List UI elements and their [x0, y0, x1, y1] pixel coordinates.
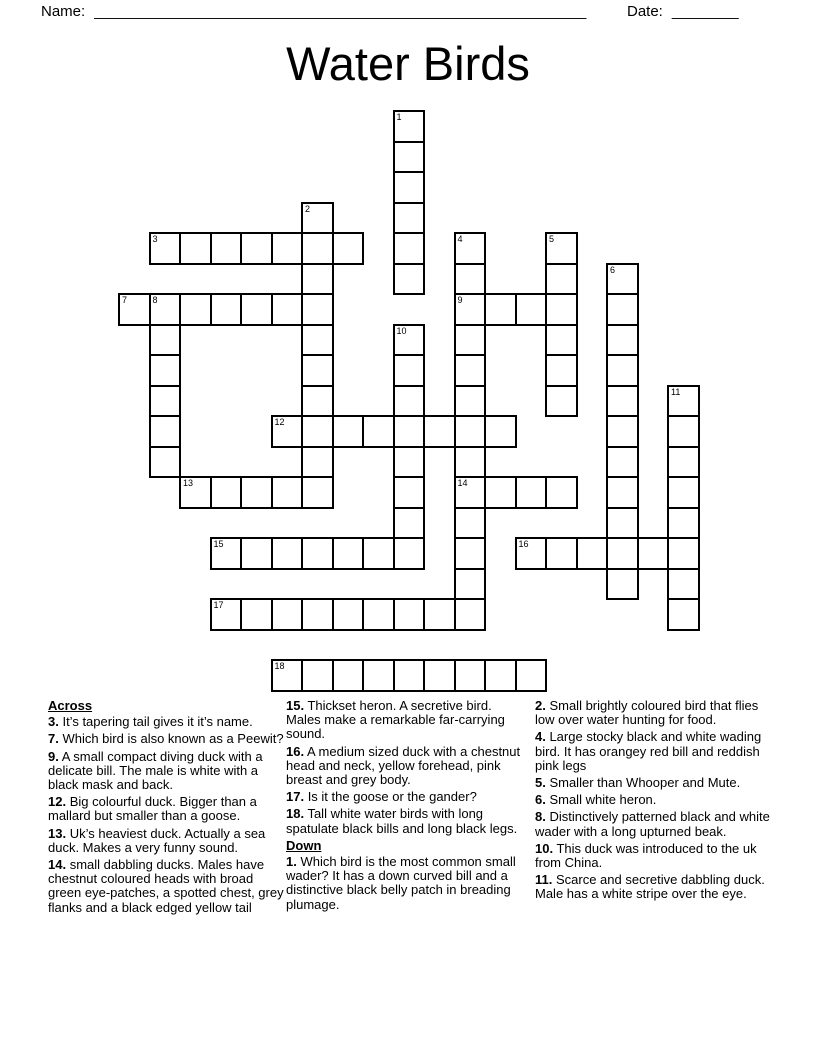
- grid-cell[interactable]: [393, 324, 426, 357]
- cell-number: 10: [396, 325, 407, 336]
- grid-cell[interactable]: [149, 232, 182, 265]
- cell-number: 4: [457, 234, 463, 244]
- clue-number: 8.: [535, 809, 546, 825]
- grid-cell[interactable]: [362, 415, 395, 448]
- grid-cell[interactable]: [515, 537, 548, 570]
- clue-number: 1.: [286, 854, 297, 870]
- date-line[interactable]: ________: [671, 3, 739, 20]
- grid-cell[interactable]: [606, 263, 639, 296]
- grid-cell[interactable]: [271, 415, 304, 448]
- grid-cell[interactable]: [545, 537, 578, 570]
- cell-number: 15: [213, 539, 224, 549]
- grid-cell[interactable]: [179, 476, 212, 509]
- grid-cell[interactable]: [301, 263, 334, 296]
- down-heading: Down: [286, 837, 322, 853]
- clue-across-14: 14. small dabbling ducks. Males have chestnut coloured heads with broad green eye-patches, a spotted chest, grey flanks and a black edged yellow tail: [48, 857, 284, 915]
- grid-cell[interactable]: [393, 202, 426, 235]
- grid-cell[interactable]: [454, 385, 487, 418]
- grid-cell[interactable]: [240, 537, 273, 570]
- cell-number: 11: [671, 386, 681, 397]
- grid-cell[interactable]: [271, 476, 304, 509]
- grid-cell[interactable]: [606, 507, 639, 540]
- grid-cell[interactable]: [606, 354, 639, 387]
- grid-cell[interactable]: [545, 232, 578, 265]
- grid-cell[interactable]: [210, 598, 243, 631]
- grid-cell[interactable]: [454, 598, 487, 631]
- clue-number: 7.: [48, 731, 59, 747]
- grid-cell[interactable]: [210, 476, 243, 509]
- cell-number: 1: [396, 112, 402, 122]
- grid-cell[interactable]: [301, 446, 334, 479]
- grid-cell[interactable]: [606, 568, 639, 601]
- grid-cell[interactable]: [515, 293, 548, 326]
- grid-cell[interactable]: [667, 537, 700, 570]
- grid-cell[interactable]: [393, 110, 426, 143]
- clue-across-9: 9. A small compact diving duck with a delicate bill. The male is white with a black mask and back.: [48, 748, 263, 793]
- grid-cell[interactable]: [179, 293, 212, 326]
- clue-down-4: 4. Large stocky black and white wading bird. It has orangey red bill and reddish pink legs: [535, 729, 762, 773]
- cell-number: 12: [274, 417, 285, 427]
- grid-cell[interactable]: [362, 598, 395, 631]
- cell-number: 5: [549, 234, 555, 244]
- grid-cell[interactable]: [332, 415, 365, 448]
- grid-cell[interactable]: [301, 598, 334, 631]
- grid-cell[interactable]: [454, 537, 487, 570]
- grid-cell[interactable]: [118, 293, 151, 326]
- grid-cell[interactable]: [606, 385, 639, 418]
- grid-cell[interactable]: [667, 507, 700, 540]
- clue-across-15: 15. Thickset heron. A secretive bird. Males make a remarkable far-carrying sound.: [286, 698, 505, 742]
- grid-cell[interactable]: [484, 476, 517, 509]
- grid-cell[interactable]: [393, 476, 426, 509]
- clue-column-1: [48, 699, 284, 918]
- grid-cell[interactable]: [210, 232, 243, 265]
- clue-down-6: 6. Small white heron.: [535, 792, 657, 808]
- crossword-grid: [118, 110, 700, 692]
- grid-cell[interactable]: [301, 232, 334, 265]
- grid-cell[interactable]: [454, 263, 487, 296]
- clue-number: 12.: [48, 794, 67, 810]
- cell-number: 14: [457, 478, 468, 488]
- grid-cell[interactable]: [484, 415, 517, 448]
- cell-number: 16: [518, 539, 529, 549]
- grid-cell[interactable]: [301, 385, 334, 418]
- date-label: Date:: [627, 3, 663, 20]
- grid-cell[interactable]: [545, 354, 578, 387]
- clue-down-8: 8. Distinctively patterned black and white wader with a long upturned beak.: [535, 809, 770, 839]
- grid-cell[interactable]: [423, 598, 456, 631]
- grid-cell[interactable]: [393, 232, 426, 265]
- clue-number: 16.: [286, 743, 305, 759]
- clue-number: 5.: [535, 775, 546, 791]
- grid-cell[interactable]: [454, 446, 487, 479]
- clue-across-18: 18. Tall white water birds with long spatulate black bills and long black legs.: [286, 806, 518, 836]
- clue-down-11: 11. Scarce and secretive dabbling duck. Male has a white stripe over the eye.: [535, 872, 765, 902]
- grid-cell[interactable]: [240, 293, 273, 326]
- grid-cell[interactable]: [210, 537, 243, 570]
- clue-down-1: 1. Which bird is the most common small wader? It has a down curved bill and a distinctive black belly patch in breading plumage.: [286, 854, 516, 912]
- grid-cell[interactable]: [149, 354, 182, 387]
- grid-cell[interactable]: [576, 537, 609, 570]
- grid-cell[interactable]: [454, 324, 487, 357]
- clue-number: 9.: [48, 748, 59, 764]
- grid-cell[interactable]: [667, 568, 700, 601]
- clue-across-7: 7. Which bird is also known as a Peewit?: [48, 731, 284, 747]
- grid-cell[interactable]: [301, 476, 334, 509]
- date-field: [627, 3, 739, 20]
- clue-column-3: [535, 699, 773, 905]
- grid-cell[interactable]: [423, 415, 456, 448]
- grid-cell[interactable]: [301, 354, 334, 387]
- grid-cell[interactable]: [393, 141, 426, 174]
- grid-cell[interactable]: [393, 598, 426, 631]
- cell-number: 7: [122, 295, 128, 305]
- clue-down-10: 10. This duck was introduced to the uk from China.: [535, 840, 757, 871]
- cell-number: 3: [152, 234, 158, 244]
- grid-cell[interactable]: [667, 476, 700, 509]
- grid-cell[interactable]: [301, 293, 334, 326]
- grid-cell[interactable]: [515, 659, 548, 692]
- grid-cell[interactable]: [362, 537, 395, 570]
- clue-down-5: 5. Smaller than Whooper and Mute.: [535, 775, 741, 791]
- grid-cell[interactable]: [271, 293, 304, 326]
- grid-cell[interactable]: [332, 537, 365, 570]
- clue-number: 17.: [286, 789, 305, 805]
- grid-cell[interactable]: [454, 415, 487, 448]
- grid-cell[interactable]: [454, 659, 487, 692]
- clue-column-2: [286, 699, 522, 915]
- clue-number: 11.: [535, 872, 553, 888]
- name-label: Name:: [41, 3, 86, 20]
- grid-cell[interactable]: [179, 232, 212, 265]
- clue-number: 14.: [48, 857, 67, 873]
- grid-cell[interactable]: [484, 293, 517, 326]
- page-title: Water Birds: [286, 37, 530, 90]
- grid-cell[interactable]: [545, 385, 578, 418]
- grid-cell[interactable]: [240, 598, 273, 631]
- grid-cell[interactable]: [149, 293, 182, 326]
- cell-number: 13: [183, 478, 194, 488]
- grid-cell[interactable]: [149, 324, 182, 357]
- grid-cell[interactable]: [332, 659, 365, 692]
- clue-across-16: 16. A medium sized duck with a chestnut head and neck, yellow forehead, pink breast and grey body.: [286, 743, 521, 788]
- grid-cell[interactable]: [393, 537, 426, 570]
- grid-cell[interactable]: [149, 385, 182, 418]
- cell-number: 8: [152, 295, 158, 305]
- clue-down-2: 2. Small brightly coloured bird that flies low over water hunting for food.: [535, 698, 759, 728]
- grid-cell[interactable]: [606, 415, 639, 448]
- grid-cell[interactable]: [667, 415, 700, 448]
- grid-cell[interactable]: [393, 446, 426, 479]
- grid-cell[interactable]: [301, 324, 334, 357]
- clue-number: 15.: [286, 698, 305, 713]
- clue-across-3: 3. It’s tapering tail gives it it’s name.: [48, 714, 253, 730]
- grid-cell[interactable]: [423, 659, 456, 692]
- clue-across-13: 13. Uk’s heaviest duck. Actually a sea duck. Makes a very funny sound.: [48, 825, 266, 855]
- grid-cell[interactable]: [149, 446, 182, 479]
- grid-cell[interactable]: [606, 324, 639, 357]
- grid-cell[interactable]: [667, 385, 700, 418]
- grid-cell[interactable]: [271, 659, 304, 692]
- grid-cell[interactable]: [271, 537, 304, 570]
- clue-number: 6.: [535, 792, 546, 808]
- cell-number: 17: [213, 600, 224, 610]
- grid-cell[interactable]: [545, 476, 578, 509]
- grid-cell[interactable]: [545, 293, 578, 326]
- grid-cell[interactable]: [301, 659, 334, 692]
- clue-number: 10.: [535, 840, 554, 856]
- grid-cell[interactable]: [301, 415, 334, 448]
- grid-cell[interactable]: [606, 446, 639, 479]
- grid-cell[interactable]: [393, 354, 426, 387]
- cell-number: 9: [457, 295, 463, 305]
- grid-cell[interactable]: [545, 324, 578, 357]
- grid-cell[interactable]: [149, 415, 182, 448]
- grid-cell[interactable]: [393, 385, 426, 418]
- grid-cell[interactable]: [332, 232, 365, 265]
- grid-cell[interactable]: [362, 659, 395, 692]
- grid-cell[interactable]: [240, 476, 273, 509]
- clue-number: 18.: [286, 806, 305, 822]
- grid-cell[interactable]: [240, 232, 273, 265]
- clue-number: 4.: [535, 729, 546, 745]
- grid-cell[interactable]: [637, 537, 670, 570]
- clue-number: 3.: [48, 714, 59, 730]
- grid-cell[interactable]: [454, 232, 487, 265]
- grid-cell[interactable]: [545, 263, 578, 296]
- grid-cell[interactable]: [393, 507, 426, 540]
- grid-cell[interactable]: [301, 202, 334, 235]
- grid-cell[interactable]: [484, 659, 517, 692]
- cell-number: 18: [274, 661, 285, 671]
- grid-cell[interactable]: [454, 293, 487, 326]
- grid-cell[interactable]: [667, 598, 700, 631]
- across-heading: Across: [48, 698, 93, 713]
- grid-cell[interactable]: [515, 476, 548, 509]
- cell-number: 2: [305, 203, 311, 214]
- clue-across-12: 12. Big colourful duck. Bigger than a mallard but smaller than a goose.: [48, 794, 257, 824]
- grid-cell[interactable]: [393, 415, 426, 448]
- grid-cell[interactable]: [667, 446, 700, 479]
- grid-cell[interactable]: [454, 568, 487, 601]
- grid-cell[interactable]: [393, 263, 426, 296]
- name-line[interactable]: ___________________________________________________________: [94, 3, 587, 20]
- grid-cell[interactable]: [332, 598, 365, 631]
- clue-number: 2.: [535, 698, 546, 713]
- grid-cell[interactable]: [271, 598, 304, 631]
- grid-cell[interactable]: [606, 537, 639, 570]
- grid-cell[interactable]: [210, 293, 243, 326]
- grid-cell[interactable]: [271, 232, 304, 265]
- grid-cell[interactable]: [606, 476, 639, 509]
- grid-cell[interactable]: [454, 476, 487, 509]
- clue-across-17: 17. Is it the goose or the gander?: [286, 789, 477, 805]
- clue-number: 13.: [48, 825, 67, 841]
- grid-cell[interactable]: [301, 537, 334, 570]
- cell-number: 6: [610, 264, 616, 275]
- name-field: [41, 3, 586, 20]
- grid-cell[interactable]: [454, 507, 487, 540]
- grid-cell[interactable]: [454, 354, 487, 387]
- grid-cell[interactable]: [393, 659, 426, 692]
- grid-cell[interactable]: [393, 171, 426, 204]
- grid-cell[interactable]: [606, 293, 639, 326]
